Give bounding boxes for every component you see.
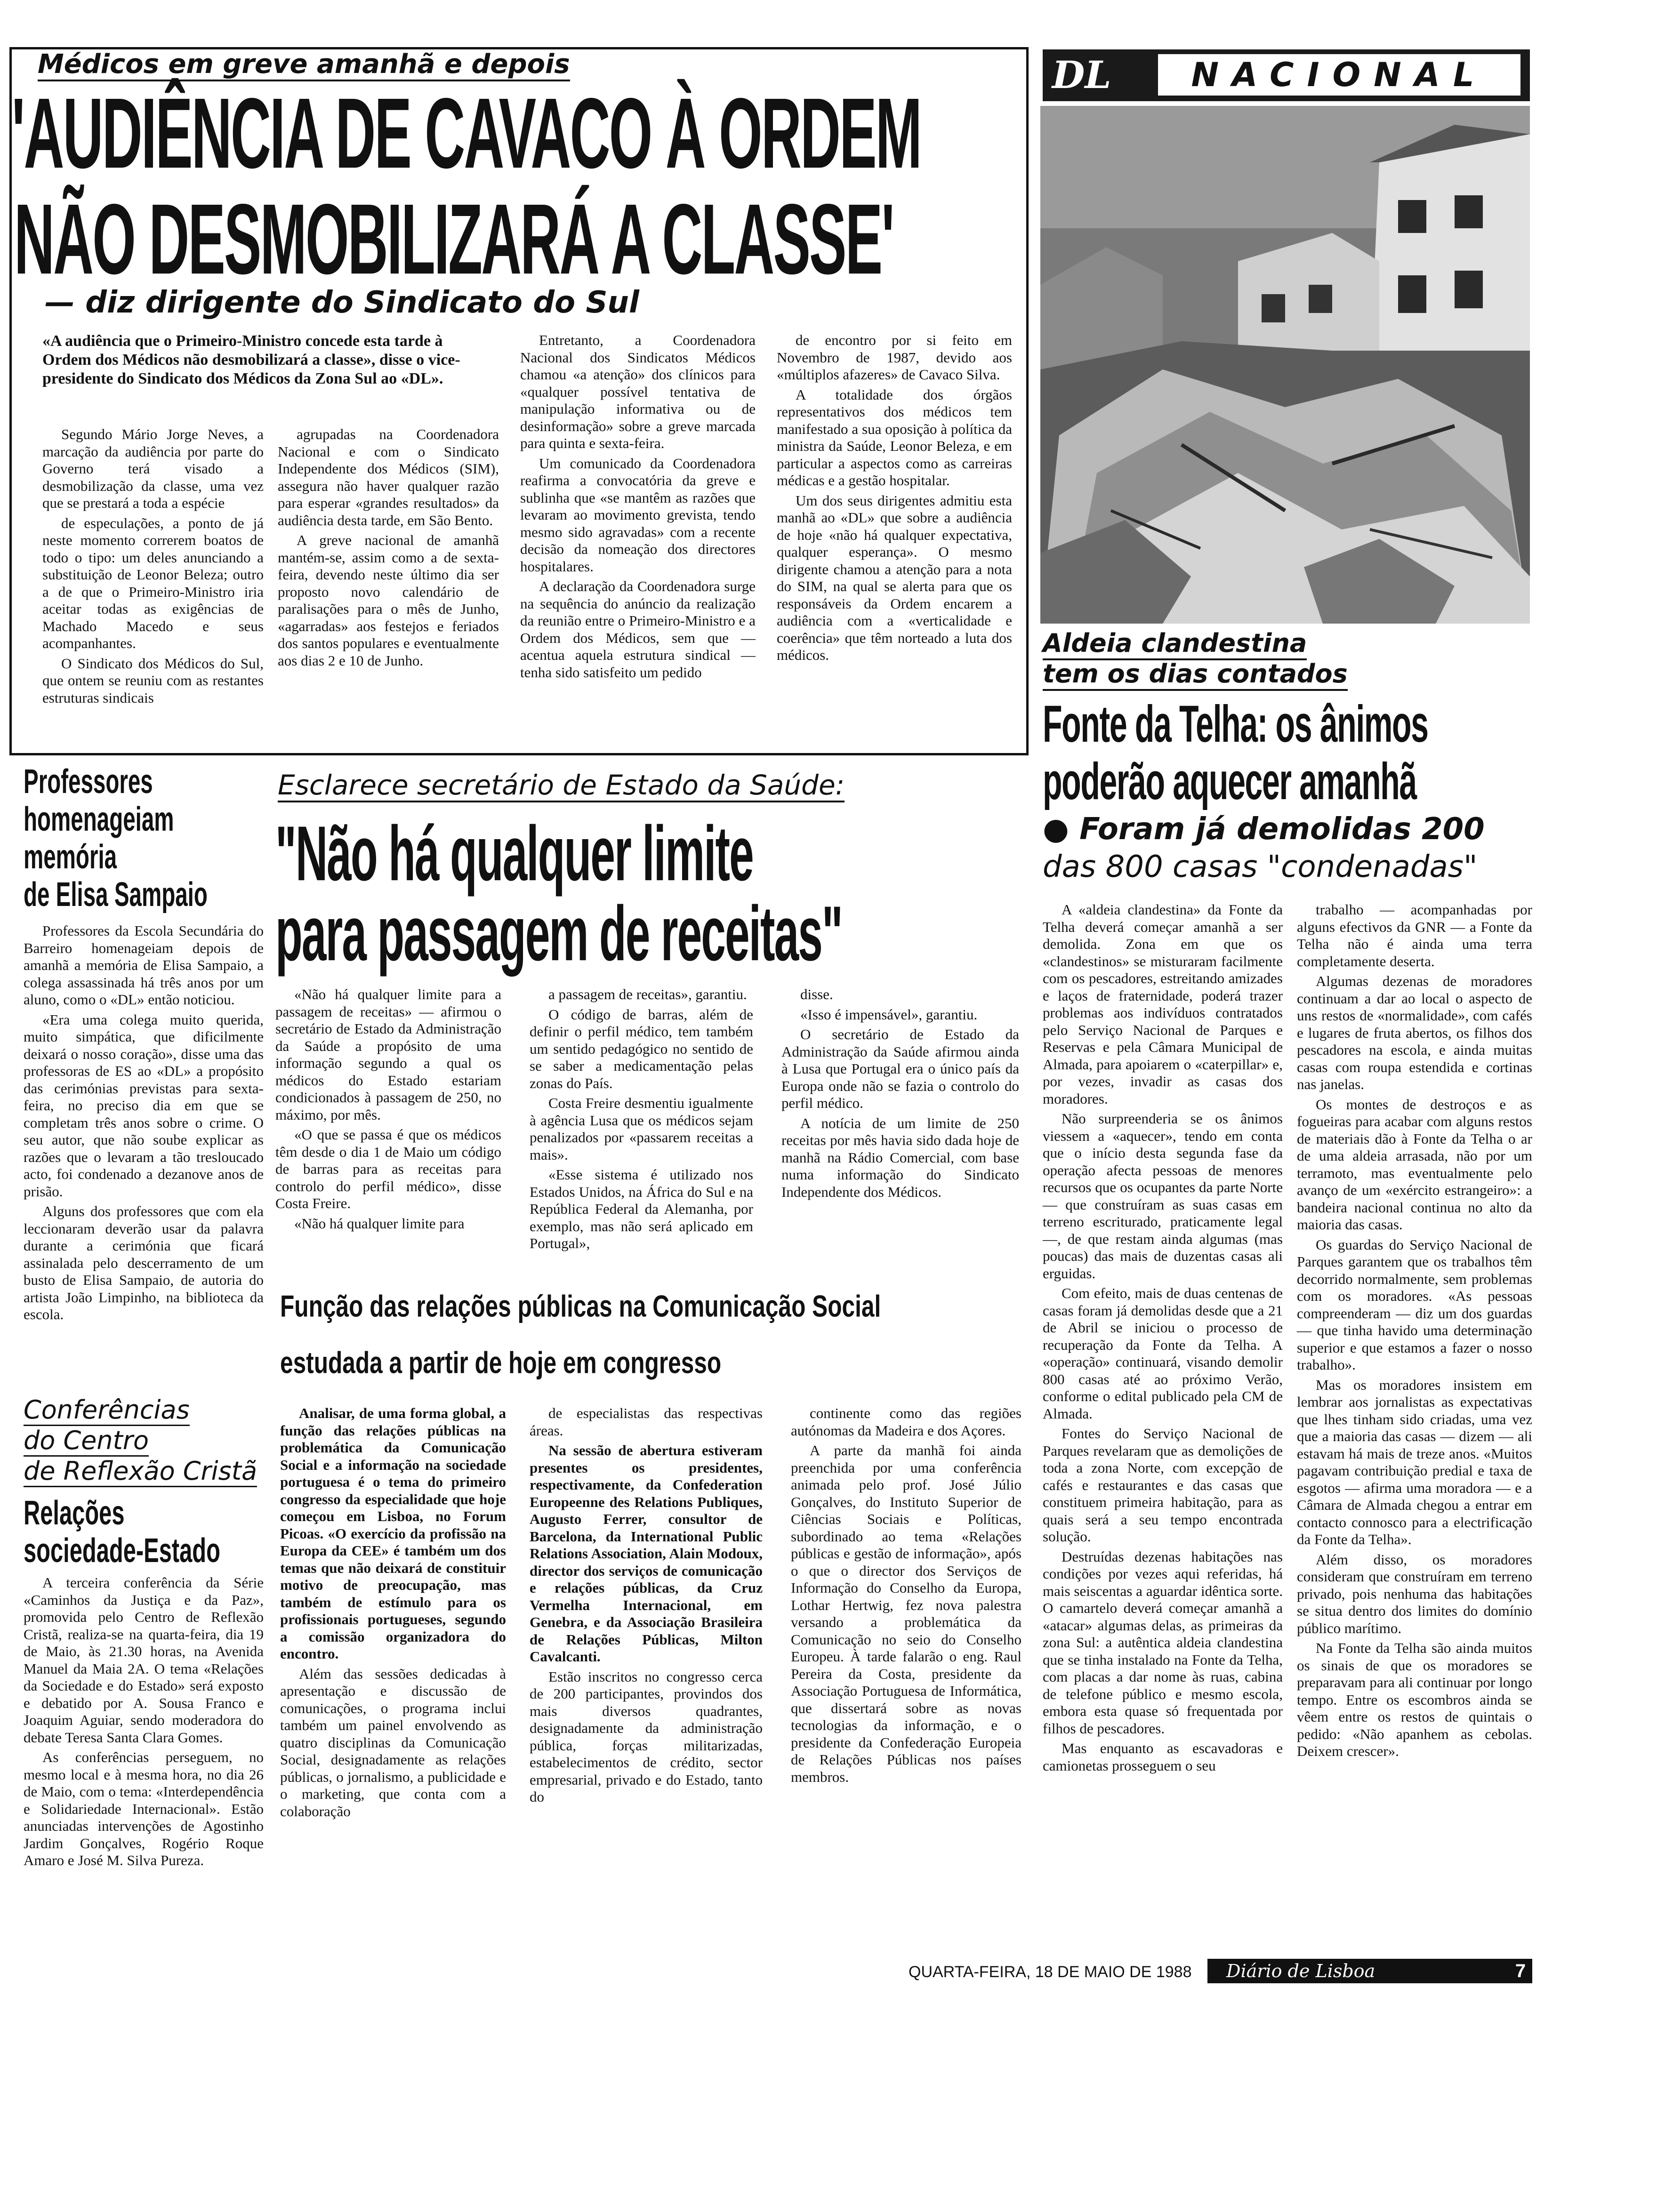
paragraph: Além das sessões dedicadas à apresentação e discussão de comunicações, o programa inclui também um painel envolvendo as quatro disciplinas da Comunicação Social, designadamente as relações públicas, o jornalismo, a publicidade e o marketing, que conta com a colaboração bbox=[280, 1665, 506, 1819]
headline-line: memória bbox=[24, 837, 117, 876]
paragraph: continente como das regiões autónomas da Madeira e dos Açores. bbox=[791, 1405, 1022, 1439]
paragraph: O secretário de Estado da Administração da Saúde afirmou ainda à Lusa que Portugal era o único país da Europa onde não se fazia o controlo do perfil médico. bbox=[781, 1026, 1019, 1111]
paragraph: Destruídas dezenas habitações nas condições por vezes aqui referidas, há mais seiscentas a aguardar idêntica sorte. O camartelo deverá começar amanhã a «atacar» algumas delas, as primeiras da zona Sul: a autêntica aldeia clandestina que se tinha instalado na Fonte da Telha, com placas a dar nome às ruas, cabina de telefone público e mesmo escola, embora esta quase só frequentada por filhos de pescadores. bbox=[1043, 1548, 1283, 1737]
paragraph: a passagem de receitas», garantiu. bbox=[548, 986, 747, 1002]
headline-line: sociedade-Estado bbox=[24, 1531, 220, 1570]
fonte-headline-line-1: Fonte da Telha: os ânimos bbox=[1043, 695, 1428, 753]
congresso-column-2 bbox=[530, 1405, 763, 1809]
receitas-column-1 bbox=[275, 986, 501, 1235]
paragraph: A terceira conferência da Série «Caminhos da Justiça e da Paz», promovida pelo Centro de Reflexão Cristã, realiza-se na quarta-feira, dia 19 de Maio, às 21.30 horas, na Avenida Manuel da Maia 2A. O tema «Relações da Sociedade e do Estado» será exposto e debatido por A. Sousa Franco e Joaquim Aguiar, sendo moderadora do debate Teresa Santa Clara Gomes. bbox=[24, 1574, 264, 1746]
paragraph: Com efeito, mais de duas centenas de casas foram já demolidas desde que a 21 de Abril se iniciou o processo de recuperação da Fonte da Telha. A «operação» continuará, visando demolir 800 casas até ao próximo Verão, conforme o edital publicado pela CM de Almada. bbox=[1043, 1285, 1283, 1422]
receitas-column-3 bbox=[781, 986, 1019, 1203]
paragraph: «Isso é impensável», garantiu. bbox=[800, 1006, 978, 1023]
paragraph: Fontes do Serviço Nacional de Parques revelaram que as demolições de toda a zona Norte, com excepção de cafés e restaurantes e das casas que constituem primeira habitação, para as quais será a seu tempo encontrada solução. bbox=[1043, 1425, 1283, 1545]
footer-page-number: 7 bbox=[1509, 1959, 1532, 1983]
paragraph: Estão inscritos no congresso cerca de 200 participantes, provindos dos mais diversos quadrantes, designadamente da administração pública, forças militarizadas, estabelecimentos de crédito, sector empresarial, privado e do Estado, tanto do bbox=[530, 1668, 763, 1805]
paragraph: Um dos seus dirigentes admitiu esta manhã ao «DL» que sobre a audiência de hoje «não há qualquer expectativa, qualquer esperança». O mesmo dirigente chamou a atenção para a nota do SIM, na qual se alerta para que os responsáveis da Ordem encarem a audiência com a «verticalidade e coerência» que têm norteado a luta dos médicos. bbox=[777, 492, 1012, 663]
paragraph: Mas enquanto as escavadoras e camionetas prosseguem o seu bbox=[1043, 1740, 1283, 1774]
lead-subhead: — diz dirigente do Sindicato do Sul bbox=[45, 285, 639, 320]
lead-headline-line-1: 'AUDIÊNCIA DE CAVACO À ORDEM bbox=[12, 78, 921, 190]
receitas-headline-line-2: para passagem de receitas" bbox=[275, 890, 842, 977]
headline-line: Relações bbox=[24, 1493, 125, 1532]
professores-headline bbox=[24, 761, 279, 914]
congresso-headline-line-2: estudada a partir de hoje em congresso bbox=[280, 1346, 722, 1380]
receitas-kicker: Esclarece secretário de Estado da Saúde: bbox=[278, 769, 845, 802]
paragraph: Costa Freire desmentiu igualmente à agência Lusa que os médicos sejam penalizados por «passarem receitas a mais». bbox=[530, 1095, 753, 1163]
professores-body bbox=[24, 922, 264, 1326]
paragraph: Mas os moradores insistem em lembrar aos jornalistas as expectativas que lhes tinham sido criadas, uma vez que a maioria das casas — dizem — ali estavam há mais de treze anos. «Muitos pagavam contribuição predial e taxa de esgotos — afirma uma moradora — e a Câmara de Almada chegou a entrar em contacto connosco para a electrificação da Fonte da Telha». bbox=[1297, 1376, 1532, 1547]
conferencias-kicker bbox=[24, 1395, 268, 1487]
paragraph: As conferências perseguem, no mesmo local e à mesma hora, no dia 26 de Maio, com o tema: «Interdependência e Solidariedade Internacional». Estão anunciadas intervenções de Agostinho Jardim Gonçalves, Rogério Roque Amaro e José M. Silva Pureza. bbox=[24, 1749, 264, 1868]
paragraph: Além disso, os moradores consideram que construíram em terreno privado, pois nenhuma das habitações se situa dentro dos limites do domínio público marítimo. bbox=[1297, 1551, 1532, 1636]
congresso-column-3 bbox=[791, 1405, 1022, 1788]
paragraph: «Era uma colega muito querida, muito simpática, que dificilmente deixará o nosso coração», disse uma das professoras de ES ao «DL» a propósito das cerimónias previstas para sexta-feira, no preciso dia em que se completam três anos sobre o crime. O seu autor, que não soube explicar as razões que o levaram a tão tresloucado acto, foi condenado a dezanove anos de prisão. bbox=[24, 1011, 264, 1200]
fonte-column-1 bbox=[1043, 901, 1283, 1777]
paragraph: agrupadas na Coordenadora Nacional e com o Sindicato Independente dos Médicos (SIM), assegura não haver qualquer razão para esperar «grandes resultados» da audiência desta tarde, em São Bento. bbox=[278, 426, 499, 529]
news-photo bbox=[1040, 106, 1530, 624]
paragraph: Segundo Mário Jorge Neves, a marcação da audiência por parte do Governo terá visado a desmobilização da classe, uma vez que se prestará a toda a espécie bbox=[42, 426, 264, 511]
paragraph: disse. bbox=[800, 986, 833, 1002]
headline-line: de Elisa Sampaio bbox=[24, 874, 208, 914]
fonte-subhead-line-1: ● Foram já demolidas 200 bbox=[1043, 812, 1485, 847]
congresso-headline-line-1: Função das relações públicas na Comunicação Social bbox=[280, 1290, 881, 1324]
paragraph: A parte da manhã foi ainda preenchida por uma conferência animada pelo prof. José Júlio Gonçalves, do Instituto Superior de Ciências Sociais e Políticas, subordinado ao tema «Relações públicas e gestão de informação», após o que o director dos Serviços de Informação do Conselho da Europa, Lothar Hertwig, fez nova palestra versando a problemática da Comunicação no seio do Conselho Europeu. À tarde falarão o eng. Raul Pereira da Costa, presidente da Associação Portuguesa de Informática, que dissertará sobre as novas tecnologias da informação, e o presidente da Confederação Europeia de Relações Públicas nos países membros. bbox=[791, 1442, 1022, 1785]
footer-paper-name bbox=[1207, 1959, 1509, 1983]
paragraph: A totalidade dos órgãos representativos dos médicos tem manifestado a sua oposição à política da ministra da Saúde, Leonor Beleza, e em particular a aspectos como as carreiras médicas e a gestão hospitalar. bbox=[777, 386, 1012, 489]
paragraph: de encontro por si feito em Novembro de 1987, devido aos «múltiplos afazeres» de Cavaco Silva. bbox=[777, 332, 1012, 383]
paragraph: Na sessão de abertura estiveram presentes os presidentes, respectivamente, da Confederation Europeenne des Relations Publiques, Augusto Ferrer, consultor de Barcelona, da International Public Relations Association, Alain Modoux, director dos serviços de comunicação e relações públicas, da Cruz Vermelha Internacional, em Genebra, e da Associação Brasileira de Relações Públicas, Milton Cavalcanti. bbox=[530, 1442, 763, 1665]
paragraph: O Sindicato dos Médicos do Sul, que ontem se reuniu com as restantes estruturas sindicais bbox=[42, 655, 264, 706]
paragraph: Os montes de destroços e as fogueiras para acabar com alguns restos de materiais dão à Fonte da Telha o ar de uma aldeia arrasada, não por um terramoto, mas eventualmente pelo avanço de um «exército estrangeiro»: a bandeira nacional continua no alto da maioria das casas. bbox=[1297, 1096, 1532, 1233]
paragraph: Alguns dos professores que com ela leccionaram deverão usar da palavra durante a cerimónia que ficará assinalada pelo descerramento de um busto de Elisa Sampaio, de autoria do artista João Limpinho, na biblioteca da escola. bbox=[24, 1203, 264, 1322]
paragraph: A «aldeia clandestina» da Fonte da Telha deverá começar amanhã a ser demolida. Zona em que os «clandestinos» se misturaram facilmente com os pescadores, estreitando amizades e laços de fraternidade, poderá trazer problemas aos indivíduos contratados pelo Serviço Nacional de Parques e Reservas e pela Câmara Municipal de Almada, para apoiarem o «caterpillar» e, por vezes, invadir as casas dos moradores. bbox=[1043, 901, 1283, 1107]
kicker-line: do Centro bbox=[24, 1426, 149, 1457]
receitas-headline-line-1: "Não há qualquer limite bbox=[275, 809, 753, 897]
lead-kicker: Médicos em greve amanhã e depois bbox=[38, 49, 570, 81]
paragraph: Na Fonte da Telha são ainda muitos os sinais de que os moradores se preparavam para ali continuar por longo tempo. Entre os escombros ainda se vêem entre os restos de quintais o pedido: «Não apanhem as cebolas. Deixem crescer». bbox=[1297, 1640, 1532, 1759]
headline-line: Professores bbox=[24, 761, 153, 801]
conferencias-headline bbox=[24, 1493, 290, 1570]
receitas-column-2 bbox=[530, 986, 753, 1255]
lead-column-2 bbox=[278, 426, 499, 672]
paragraph: trabalho — acompanhadas por alguns efectivos da GNR — a Fonte da Telha não é ainda uma terra completamente deserta. bbox=[1297, 901, 1532, 970]
paragraph: «O que se passa é que os médicos têm desde o dia 1 de Maio um código de barras para as receitas para controlo do perfil médico», disse Costa Freire. bbox=[275, 1126, 501, 1211]
dl-logo: DL bbox=[1052, 53, 1111, 97]
paragraph: Os guardas do Serviço Nacional de Parques garantem que os trabalhos têm decorrido normalmente, sem problemas com os moradores. «As pessoas compreenderam — diz um dos guardas — que tinha havido uma determinação superior e que estamos a fazer o nosso trabalho». bbox=[1297, 1236, 1532, 1373]
paragraph: O código de barras, além de definir o perfil médico, tem também um sentido pedagógico no sentido de se saber a medicamentação pelas zonas do País. bbox=[530, 1006, 753, 1091]
paragraph: «Esse sistema é utilizado nos Estados Unidos, na África do Sul e na República Federal da Alemanha, por exemplo, mas não será aplicado em Portugal», bbox=[530, 1166, 753, 1251]
fonte-kicker-line-1: Aldeia clandestina bbox=[1043, 628, 1307, 660]
lead-column-4 bbox=[777, 332, 1012, 667]
section-title: NACIONAL bbox=[1158, 54, 1520, 96]
lead-column-1 bbox=[42, 426, 264, 709]
paragraph: A notícia de um limite de 250 receitas por mês havia sido dada hoje de manhã na Rádio Comercial, com base numa informação do Sindicato Independente dos Médicos. bbox=[781, 1114, 1019, 1200]
congresso-column-1 bbox=[280, 1405, 506, 1823]
paragraph: Não surpreenderia se os ânimos viessem a «aquecer», tendo em conta que o início desta segunda fase da operação afecta pessoas de menores recursos que os ocupantes da parte Norte — que construíram as suas casas em terreno escriturado, praticamente legal —, de que restam ainda algumas (mas poucas) das mais de duzentas casas ali erguidas. bbox=[1043, 1110, 1283, 1282]
headline-line: homenageiam bbox=[24, 799, 174, 838]
section-masthead bbox=[1043, 49, 1530, 101]
paragraph: A declaração da Coordenadora surge na sequência do anúncio da realização da reunião entre o Primeiro-Ministro e a Ordem dos Médicos, sem que — acentua aquela estrutura sindical — tenha sido satisfeito um pedido bbox=[520, 578, 756, 681]
lead-headline-line-2: NÃO DESMOBILIZARÁ A CLASSE' bbox=[14, 184, 893, 296]
footer-date: QUARTA-FEIRA, 18 DE MAIO DE 1988 bbox=[909, 1963, 1192, 1981]
conferencias-body bbox=[24, 1574, 264, 1872]
fonte-headline-line-2: poderão aquecer amanhã bbox=[1043, 752, 1416, 811]
demolition-rubble-icon bbox=[1040, 106, 1530, 624]
paragraph: Entretanto, a Coordenadora Nacional dos Sindicatos Médicos chamou «a atenção» dos clínicos para «qualquer possível tentativa de manipulação informativa ou de desinformação» sobre a greve marcada para quinta e sexta-feira. bbox=[520, 332, 756, 451]
paragraph: Um comunicado da Coordenadora reafirma a convocatória da greve e sublinha que «se mantêm as razões que levaram ao movimento grevista, tendo mesmo sido agravadas» com a recente decisão da nomeação dos directores hospitalares. bbox=[520, 455, 756, 575]
paragraph: de especulações, a ponto de já neste momento correrem boatos de todo o tipo: um deles anunciando a substituição de Leonor Beleza; outro a de que o Primeiro-Ministro iria aceitar todas as exigências de Machado Macedo e seus acompanhantes. bbox=[42, 514, 264, 651]
paragraph: Professores da Escola Secundária do Barreiro homenageiam depois de amanhã a memória de Elisa Sampaio, a colega assassinada há três anos por um aluno, como o «DL» então noticiou. bbox=[24, 922, 264, 1008]
paragraph: Analisar, de uma forma global, a função das relações públicas na problemática da Comunicação Social e a informação na sociedade portuguesa é o tema do primeiro congresso da especialidade que hoje começou em Lisboa, no Forum Picoas. «O exercício da profissão na Europa da CEE» é também um dos temas que não deixará de constituir motivo de preocupação, mas também de estímulo para os profissionais portugueses, segundo a comissão organizadora do encontro. bbox=[280, 1405, 506, 1662]
fonte-kicker-line-2: tem os dias contados bbox=[1043, 659, 1348, 691]
fonte-column-2 bbox=[1297, 901, 1532, 1763]
paper-name-text: Diário de Lisboa bbox=[1226, 1961, 1375, 1981]
paragraph: «Não há qualquer limite para a passagem de receitas» — afirmou o secretário de Estado da Administração da Saúde a propósito de uma informação segundo a qual os médicos do Estado estariam condicionados à passagem de 250, no máximo, por mês. bbox=[275, 986, 501, 1123]
paragraph: de especialistas das respectivas áreas. bbox=[530, 1405, 763, 1439]
lead-intro: «A audiência que o Primeiro-Ministro concede esta tarde à Ordem dos Médicos não desmobilizará a classe», disse o vice-presidente do Sindicato dos Médicos da Zona Sul ao «DL». bbox=[42, 332, 460, 387]
fonte-subhead-line-2: das 800 casas "condenadas" bbox=[1043, 850, 1478, 884]
paragraph: «Não há qualquer limite para bbox=[294, 1215, 465, 1232]
paragraph: A greve nacional de amanhã mantém-se, assim como a de sexta-feira, devendo neste último dia ser proposto novo calendário de paralisações para o mês de Junho, «agarradas» aos festejos e feriados dos santos populares e eventualmente aos dias 2 e 10 de Junho. bbox=[278, 532, 499, 669]
kicker-line: de Reflexão Cristã bbox=[24, 1457, 257, 1487]
kicker-line: Conferências bbox=[24, 1395, 190, 1426]
paragraph: Algumas dezenas de moradores continuam a dar ao local o aspecto de uns restos de «normalidade», com cafés e lugares de fruta abertos, os filhos dos pescadores na escola, e ainda muitas casas com roupa estendida e cortinas nas janelas. bbox=[1297, 973, 1532, 1092]
lead-column-3 bbox=[520, 332, 756, 684]
